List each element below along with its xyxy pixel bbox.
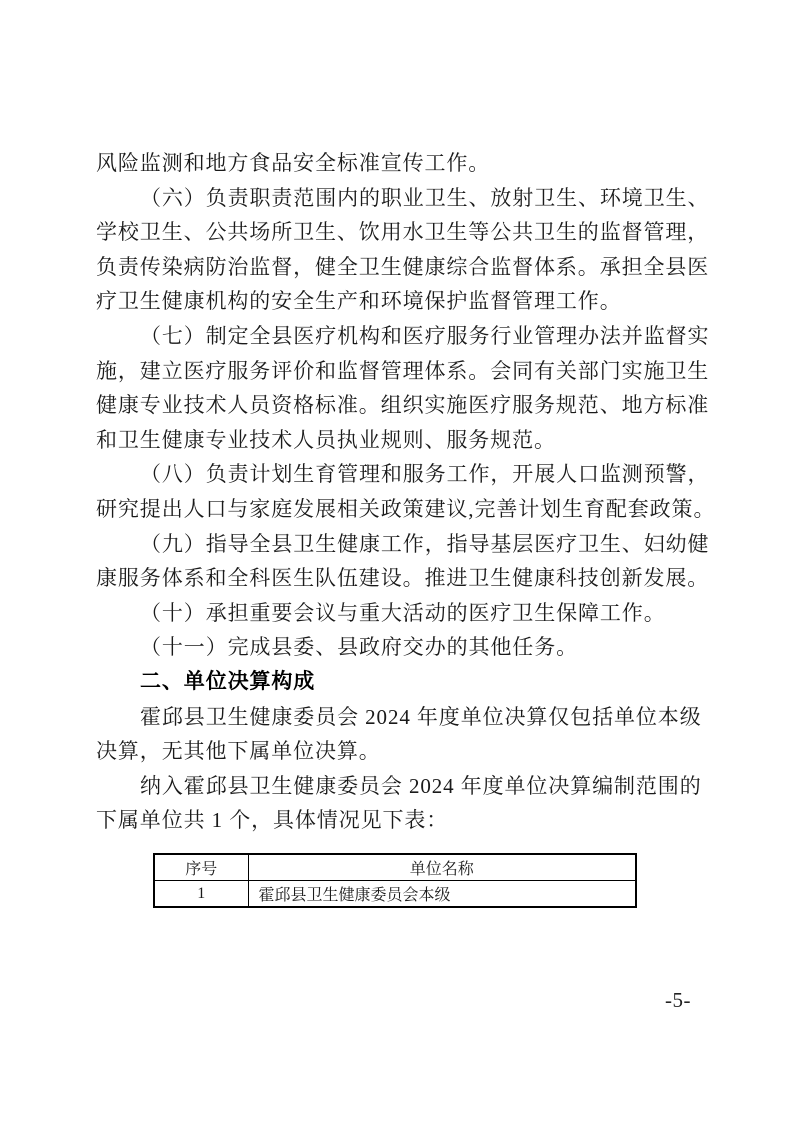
body-line: 霍邱县卫生健康委员会 2024 年度单位决算仅包括单位本级 — [140, 704, 702, 729]
body-line: 下属单位共 1 个，具体情况见下表： — [96, 808, 449, 833]
body-line: （九）指导全县卫生健康工作，指导基层医疗卫生、妇幼健 — [140, 531, 710, 556]
table-row — [154, 881, 636, 908]
body-line: （八）负责计划生育管理和服务工作，开展人口监测预警， — [140, 462, 710, 487]
body-line: 疗卫生健康机构的安全生产和环境保护监督管理工作。 — [96, 289, 622, 314]
table-header-row — [154, 854, 636, 881]
document-body — [96, 146, 716, 838]
body-line: （十）承担重要会议与重大活动的医疗卫生保障工作。 — [140, 600, 666, 625]
body-line: 康服务体系和全科医生队伍建设。推进卫生健康科技创新发展。 — [96, 566, 710, 591]
body-line: 研究提出人口与家庭发展相关政策建议,完善计划生育配套政策。 — [96, 496, 716, 521]
subordinate-units-table — [153, 853, 637, 908]
body-line: 负责传染病防治监督，健全卫生健康综合监督体系。承担全县医 — [96, 254, 710, 279]
page-number: -5- — [665, 988, 691, 1012]
cell-index: 1 — [154, 881, 248, 908]
body-line: 风险监测和地方食品安全标准宣传工作。 — [96, 151, 491, 175]
section-heading: 二、单位决算构成 — [140, 669, 316, 693]
body-line: 健康专业技术人员资格标准。组织实施医疗服务规范、地方标准 — [96, 393, 710, 418]
body-line: （六）负责职责范围内的职业卫生、放射卫生、环境卫生、 — [140, 185, 710, 210]
body-line: 和卫生健康专业技术人员执业规则、服务规范。 — [96, 427, 556, 452]
body-line: 施，建立医疗服务评价和监督管理体系。会同有关部门实施卫生 — [96, 358, 710, 383]
col-header-index: 序号 — [154, 854, 248, 881]
body-line: 决算，无其他下属单位决算。 — [96, 739, 381, 764]
col-header-unit-name: 单位名称 — [248, 854, 636, 881]
body-line: （十一）完成县委、县政府交办的其他任务。 — [140, 635, 578, 660]
body-line: 学校卫生、公共场所卫生、饮用水卫生等公共卫生的监督管理， — [96, 220, 710, 245]
cell-unit-name: 霍邱县卫生健康委员会本级 — [248, 881, 636, 908]
body-line: （七）制定全县医疗机构和医疗服务行业管理办法并监督实 — [140, 323, 710, 348]
body-line: 纳入霍邱县卫生健康委员会 2024 年度单位决算编制范围的 — [140, 773, 702, 798]
